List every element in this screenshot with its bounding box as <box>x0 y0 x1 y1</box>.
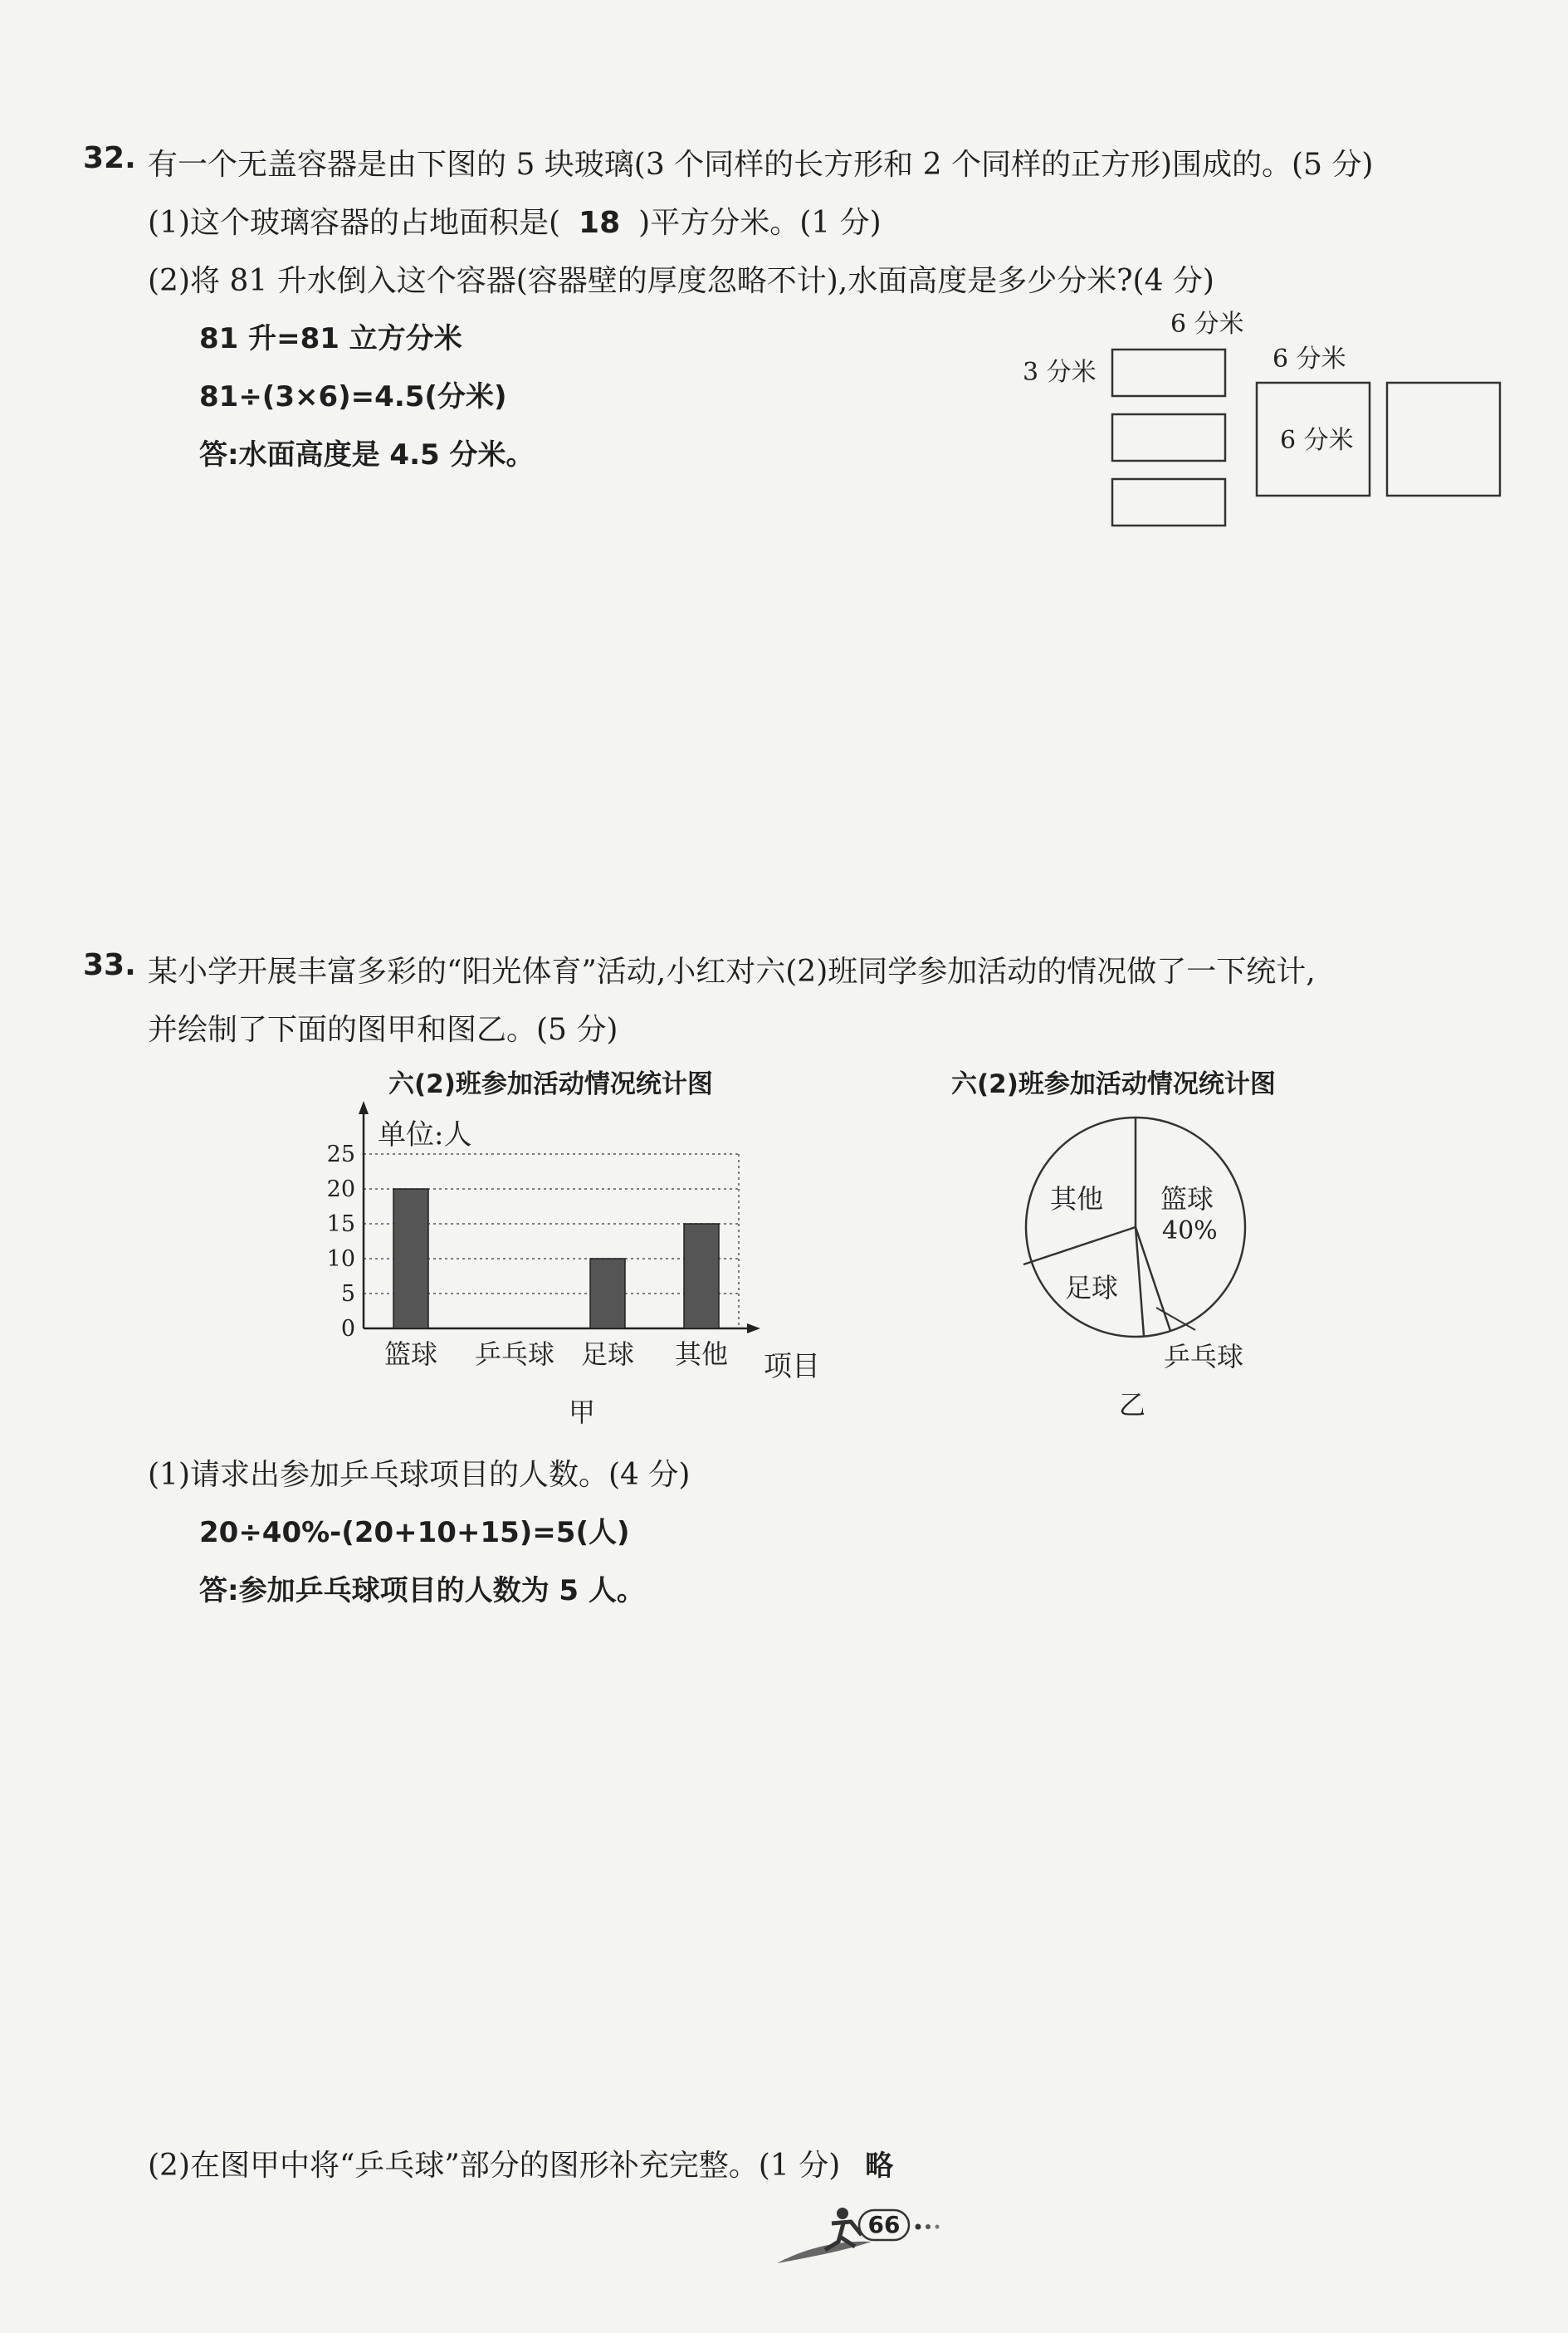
pie-label-other: 其他 <box>1050 1183 1104 1215</box>
pie-label-football: 足球 <box>1065 1272 1119 1303</box>
q33-part1-work: 20÷40%-(20+10+15)=5(人) <box>199 1516 630 1549</box>
rectangle-panel-2 <box>1112 414 1225 461</box>
glass-panels-figure <box>1013 303 1527 536</box>
y-tick-label: 25 <box>326 1142 355 1167</box>
q32-stem: 有一个无盖容器是由下图的 5 块玻璃(3 个同样的长方形和 2 个同样的正方形)围成的。(5 分) <box>148 148 1374 182</box>
x-tick-label: 篮球 <box>383 1338 438 1370</box>
q33-part1: (1)请求出参加乒乓球项目的人数。(4 分) <box>148 1458 691 1492</box>
runner-icon <box>837 2208 848 2219</box>
q33-part2 <box>148 2142 893 2184</box>
y-tick-label: 5 <box>340 1281 355 1307</box>
q32-work-line1: 81 升=81 立方分米 <box>199 322 462 355</box>
q32-part1-suffix: )平方分米。(1 分) <box>638 206 882 240</box>
pie-divider-left <box>1023 1227 1136 1264</box>
rectangle-panel-1 <box>1112 350 1225 396</box>
bar-chart-xlabel: 项目 <box>764 1350 820 1383</box>
q33-stem-line2: 并绘制了下面的图甲和图乙。(5 分) <box>148 1013 618 1047</box>
pie-label-basketball: 篮球 <box>1160 1183 1214 1215</box>
q32-part2: (2)将 81 升水倒入这个容器(容器壁的厚度忽略不计),水面高度是多少分米?(4 分) <box>148 264 1214 298</box>
y-axis-arrow <box>359 1101 369 1114</box>
swoosh-decoration <box>777 2242 872 2263</box>
x-axis-arrow <box>747 1323 760 1333</box>
q32-part1-answer: 18 <box>579 206 621 240</box>
x-tick-label: 足球 <box>580 1338 635 1370</box>
q33-part1-answer: 答:参加乒乓球项目的人数为 5 人。 <box>199 1574 645 1607</box>
q32-number: 32. <box>83 141 136 175</box>
x-tick-label: 乒乓球 <box>474 1338 555 1370</box>
footer-dot-3 <box>935 2225 940 2229</box>
y-tick-label: 20 <box>326 1176 355 1202</box>
page-number: 66 <box>867 2211 901 2238</box>
pie-label-pingpong: 乒乓球 <box>1164 1341 1244 1372</box>
footer-dot-2 <box>926 2224 931 2229</box>
rect-width-label: 6 分米 <box>1170 310 1244 339</box>
q32-part1-prefix: (1)这个玻璃容器的占地面积是( <box>148 206 561 240</box>
pingpong-leader-line <box>1156 1308 1195 1330</box>
page-footer <box>772 2198 979 2273</box>
y-tick-label: 15 <box>326 1211 355 1237</box>
bar-chart <box>315 1098 847 1430</box>
q32-work-answer: 答:水面高度是 4.5 分米。 <box>199 438 535 472</box>
bar-3 <box>684 1224 719 1328</box>
y-tick-label: 10 <box>326 1246 355 1272</box>
x-tick-label: 其他 <box>674 1338 729 1370</box>
bar-chart-caption: 甲 <box>569 1396 596 1428</box>
bar-chart-unit-label: 单位:人 <box>378 1118 472 1152</box>
pie-chart-caption: 乙 <box>1119 1389 1146 1421</box>
q32-part1 <box>148 199 882 242</box>
square-top-label: 6 分米 <box>1272 345 1346 374</box>
rect-height-label: 3 分米 <box>1023 358 1097 387</box>
square-inside-label: 6 分米 <box>1280 426 1354 455</box>
q33-number: 33. <box>83 948 136 982</box>
bar-0 <box>393 1189 428 1328</box>
bar-2 <box>590 1259 625 1328</box>
q33-part2-answer: 略 <box>865 2150 894 2183</box>
pie-chart <box>1004 1113 1303 1445</box>
pie-divider-pingpong <box>1136 1227 1144 1336</box>
q33-part2-text: (2)在图甲中将“乒乓球”部分的图形补充完整。(1 分) <box>148 2149 841 2183</box>
square-panel-2 <box>1387 383 1500 496</box>
pie-label-basketball-percent: 40% <box>1162 1216 1218 1245</box>
q32-work-line2: 81÷(3×6)=4.5(分米) <box>199 380 507 413</box>
pie-chart-title: 六(2)班参加活动情况统计图 <box>951 1069 1276 1099</box>
y-tick-label: 0 <box>340 1316 355 1342</box>
bar-chart-title: 六(2)班参加活动情况统计图 <box>388 1069 713 1099</box>
rectangle-panel-3 <box>1112 479 1225 526</box>
footer-dot-1 <box>916 2224 921 2230</box>
q33-stem-line1: 某小学开展丰富多彩的“阳光体育”活动,小红对六(2)班同学参加活动的情况做了一下统计, <box>148 955 1316 989</box>
